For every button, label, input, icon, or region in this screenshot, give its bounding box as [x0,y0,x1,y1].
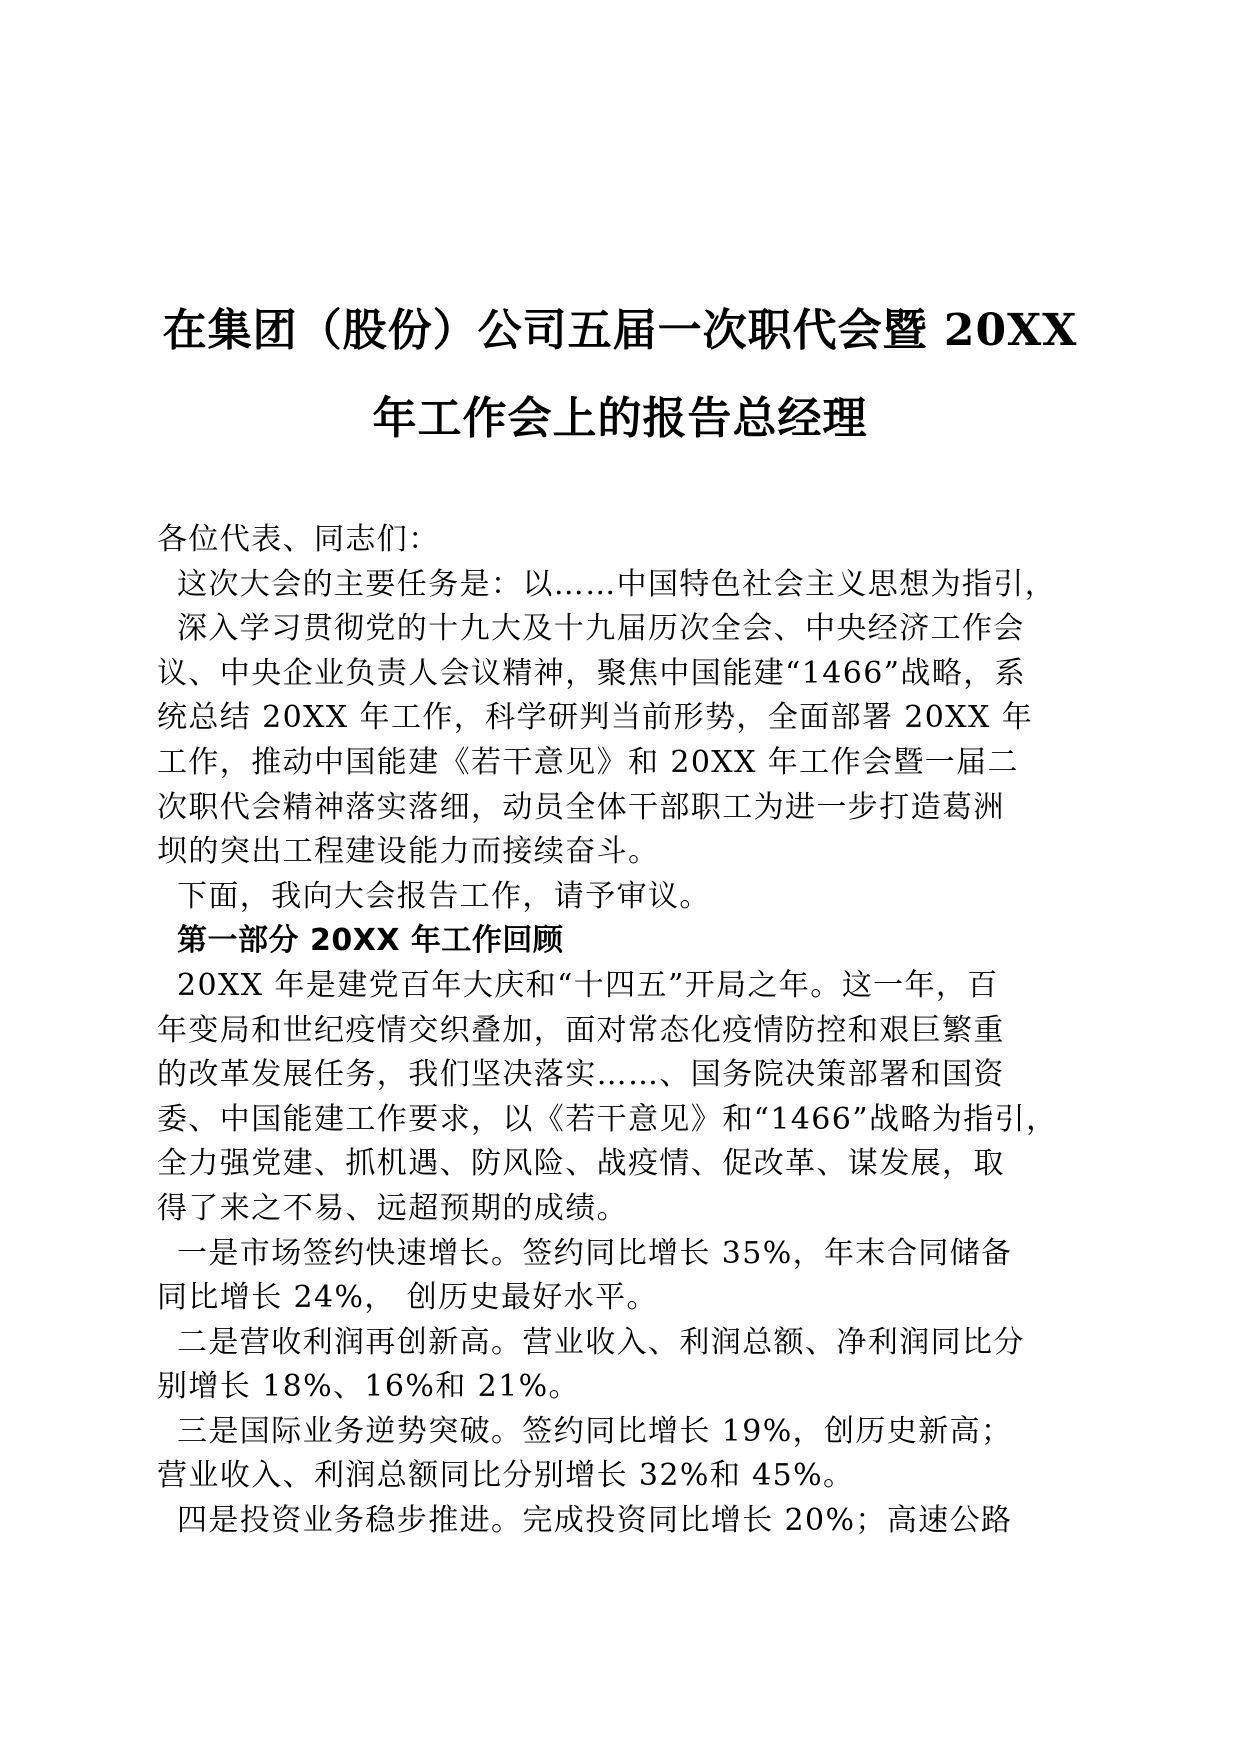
body-line: 得了来之不易、远超预期的成绩。 [157,1190,628,1226]
body-line: 年变局和世纪疫情交织叠加，面对常态化疫情防控和艰巨繁重 [157,1012,1005,1048]
body-line: 深入学习贯彻党的十九大及十九届历次全会、中央经济工作会 [177,611,1025,647]
document-body [157,518,1087,1544]
body-line: 全力强党建、抓机遇、防风险、战疫情、促改革、谋发展，取 [157,1146,1005,1182]
body-line: 同比增长 24%， 创历史最好水平。 [157,1280,658,1316]
body-line: 委、中国能建工作要求，以《若干意见》和“1466”战略为指引， [157,1101,1058,1137]
body-line: 二是营收利润再创新高。营业收入、利润总额、净利润同比分 [177,1324,1025,1360]
body-line: 工作，推动中国能建《若干意见》和 20XX 年工作会暨一届二 [157,744,1019,780]
document-title-line-1: 在集团（股份）公司五届一次职代会暨 20XX [162,305,1078,356]
body-line: 的改革发展任务，我们坚决落实……、国务院决策部署和国资 [157,1057,1005,1093]
body-line: 四是投资业务稳步推进。完成投资同比增长 20%；高速公路 [177,1503,1013,1539]
salutation: 各位代表、同志们： [157,522,440,557]
body-line: 营业收入、利润总额同比分别增长 32%和 45%。 [157,1458,855,1494]
body-line: 别增长 18%、16%和 21%。 [157,1369,580,1405]
section-heading: 第一部分 20XX 年工作回顾 [177,923,564,959]
body-line: 次职代会精神落实落细，动员全体干部职工为进一步打造葛洲 [157,789,1005,825]
body-line: 这次大会的主要任务是：以……中国特色社会主义思想为指引， [177,566,1057,602]
body-line: 坝的突出工程建设能力而接续奋斗。 [157,834,660,870]
body-line: 三是国际业务逆势突破。签约同比增长 19%，创历史新高； [177,1413,1013,1449]
document-title-line-2: 年工作会上的报告总经理 [372,393,868,444]
body-line: 20XX 年是建党百年大庆和“十四五”开局之年。这一年，百 [177,967,999,1003]
body-line: 下面，我向大会报告工作，请予审议。 [177,878,711,914]
body-line: 一是市场签约快速增长。签约同比增长 35%，年末合同储备 [177,1235,1013,1271]
body-line: 统总结 20XX 年工作，科学研判当前形势，全面部署 20XX 年 [157,700,1034,736]
body-line: 议、中央企业负责人会议精神，聚焦中国能建“1466”战略，系 [157,655,1027,691]
